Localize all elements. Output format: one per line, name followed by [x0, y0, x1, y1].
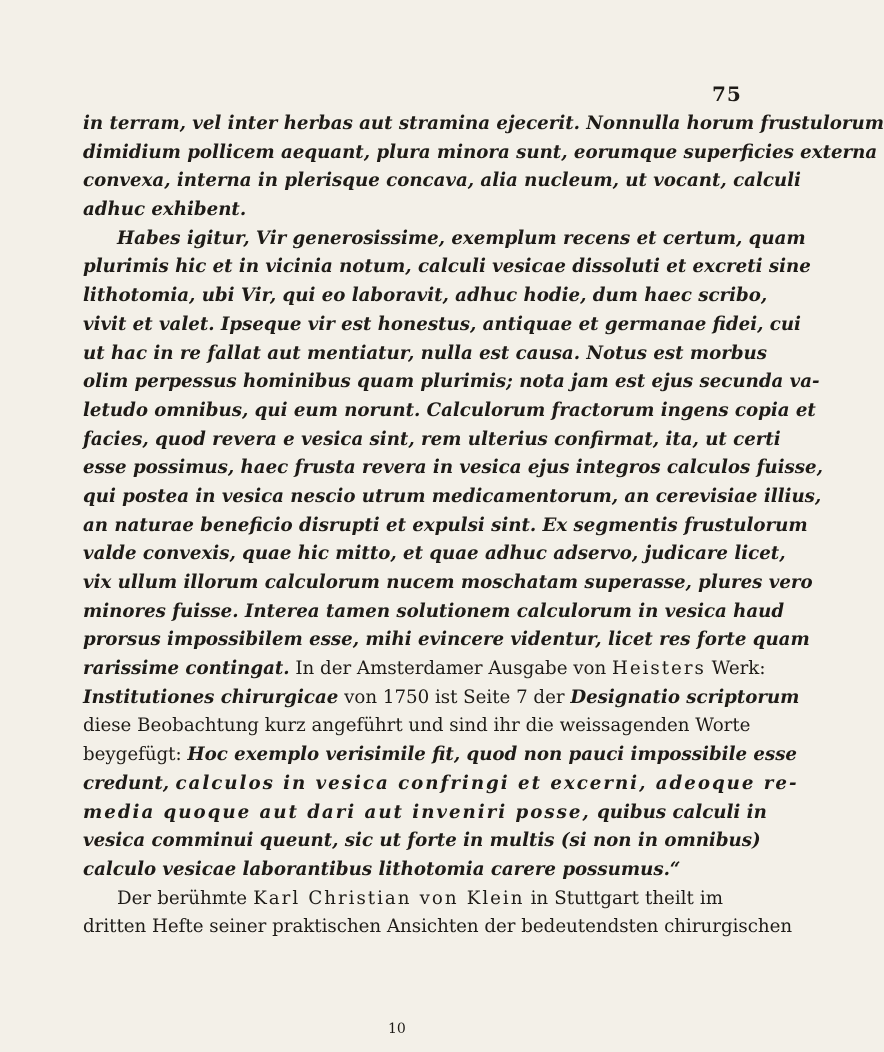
text-segment: Werk: [705, 658, 766, 680]
text-line [83, 684, 800, 713]
text-line [83, 799, 767, 828]
text-segment: quibus calculi in [590, 801, 767, 823]
page-number: 75 [712, 82, 742, 106]
text-segment: facies, quod revera e vesica sint, rem ulterius confirmat, ita, ut certi [83, 428, 781, 450]
text-segment: Heisters [611, 658, 706, 680]
text-line [83, 827, 761, 856]
text-segment: Der berühmte [117, 887, 254, 909]
text-segment: von 1750 ist Seite 7 der [338, 686, 571, 708]
text-segment: calculo vesicae laborantibus lithotomia carere possumus.“ [83, 858, 681, 880]
text-segment: an naturae beneficio disrupti et expulsi sint. Ex segmentis frustulorum [83, 514, 808, 536]
text-segment: minores fuisse. Interea tamen solutionem calculorum in vesica haud [83, 600, 785, 622]
text-line [83, 139, 878, 168]
text-segment: vesica comminui queunt, sic ut forte in multis (si non in omnibus) [83, 830, 761, 852]
text-line [83, 655, 766, 684]
text-line [83, 196, 723, 225]
text-segment: convexa, interna in plerisque concava, alia nucleum, ut vocant, calculi [83, 170, 801, 192]
text-segment: In der Amsterdamer Ausgabe von [289, 658, 612, 680]
text-segment: olim perpessus hominibus quam plurimis; nota jam est ejus secunda va- [83, 371, 820, 393]
text-segment: qui postea in vesica nescio utrum medicamentorum, an cerevisiae illius, [83, 485, 822, 507]
text-line [83, 885, 723, 914]
text-segment: dimidium pollicem aequant, plura minora sunt, eorumque superficies externa [83, 141, 878, 163]
text-segment: Hoc exemplo verisimile fit, quod non pauci impossibile esse [187, 744, 797, 766]
text-segment: Habes igitur, Vir generosissime, exemplum recens et certum, quam [117, 227, 806, 249]
text-line [83, 540, 786, 569]
text-line [83, 569, 813, 598]
text-segment: rarissime contingat. [83, 658, 290, 680]
text-line [83, 712, 751, 741]
text-line [83, 512, 808, 541]
text-segment: in terram, vel inter herbas aut stramina ejecerit. Nonnulla horum frustulorum [83, 113, 884, 134]
text-line [83, 368, 820, 397]
signature-mark: 10 [388, 1021, 406, 1037]
text-line [83, 282, 768, 311]
text-line [83, 483, 822, 512]
text-line [83, 311, 801, 340]
text-line [83, 225, 806, 254]
text-segment: prorsus impossibilem esse, mihi evincere videntur, licet res forte quam [83, 629, 810, 651]
text-line [83, 741, 797, 770]
text-line [83, 454, 823, 483]
text-segment: Institutiones chirurgicae [83, 686, 339, 708]
text-line [83, 856, 723, 885]
body-text [83, 110, 884, 942]
text-segment: vivit et valet. Ipseque vir est honestus, antiquae et germanae fidei, cui [83, 313, 801, 335]
text-line [83, 340, 768, 369]
text-line [83, 110, 884, 139]
text-segment: Designatio scriptorum [570, 686, 800, 708]
text-segment: in Stuttgart theilt im [524, 887, 723, 909]
text-line [83, 253, 811, 282]
text-segment: diese Beobachtung kurz angeführt und sind ihr die weissagenden Worte [83, 715, 751, 737]
text-segment: calculos in vesica confringi et excerni, adeoque re- [175, 772, 799, 794]
text-line [83, 770, 799, 799]
text-line [83, 397, 816, 426]
text-segment: media quoque aut dari aut inveniri posse, [83, 801, 591, 823]
text-segment: Karl Christian von Klein [253, 887, 525, 909]
text-segment: dritten Hefte seiner praktischen Ansichten der bedeutendsten chirurgischen [83, 916, 793, 938]
text-segment: plurimis hic et in vicinia notum, calculi vesicae dissoluti et excreti sine [83, 256, 811, 278]
text-segment: lithotomia, ubi Vir, qui eo laboravit, adhuc hodie, dum haec scribo, [83, 285, 768, 307]
text-line [83, 598, 785, 627]
text-line [83, 626, 810, 655]
text-segment: vix ullum illorum calculorum nucem moschatam superasse, plures vero [83, 572, 813, 593]
text-segment: credunt, [83, 772, 176, 794]
text-segment: ut hac in re fallat aut mentiatur, nulla est causa. Notus est morbus [83, 342, 768, 364]
text-line [83, 426, 781, 455]
text-segment: valde convexis, quae hic mitto, et quae adhuc adservo, judicare licet, [83, 543, 786, 565]
text-segment: adhuc exhibent. [83, 199, 247, 221]
text-line [83, 167, 801, 196]
text-segment: letudo omnibus, qui eum norunt. Calculorum fractorum ingens copia et [83, 399, 816, 421]
text-line [83, 913, 793, 942]
text-segment: beygefügt: [83, 744, 188, 766]
text-segment: esse possimus, haec frusta revera in vesica ejus integros calculos fuisse, [83, 457, 823, 479]
